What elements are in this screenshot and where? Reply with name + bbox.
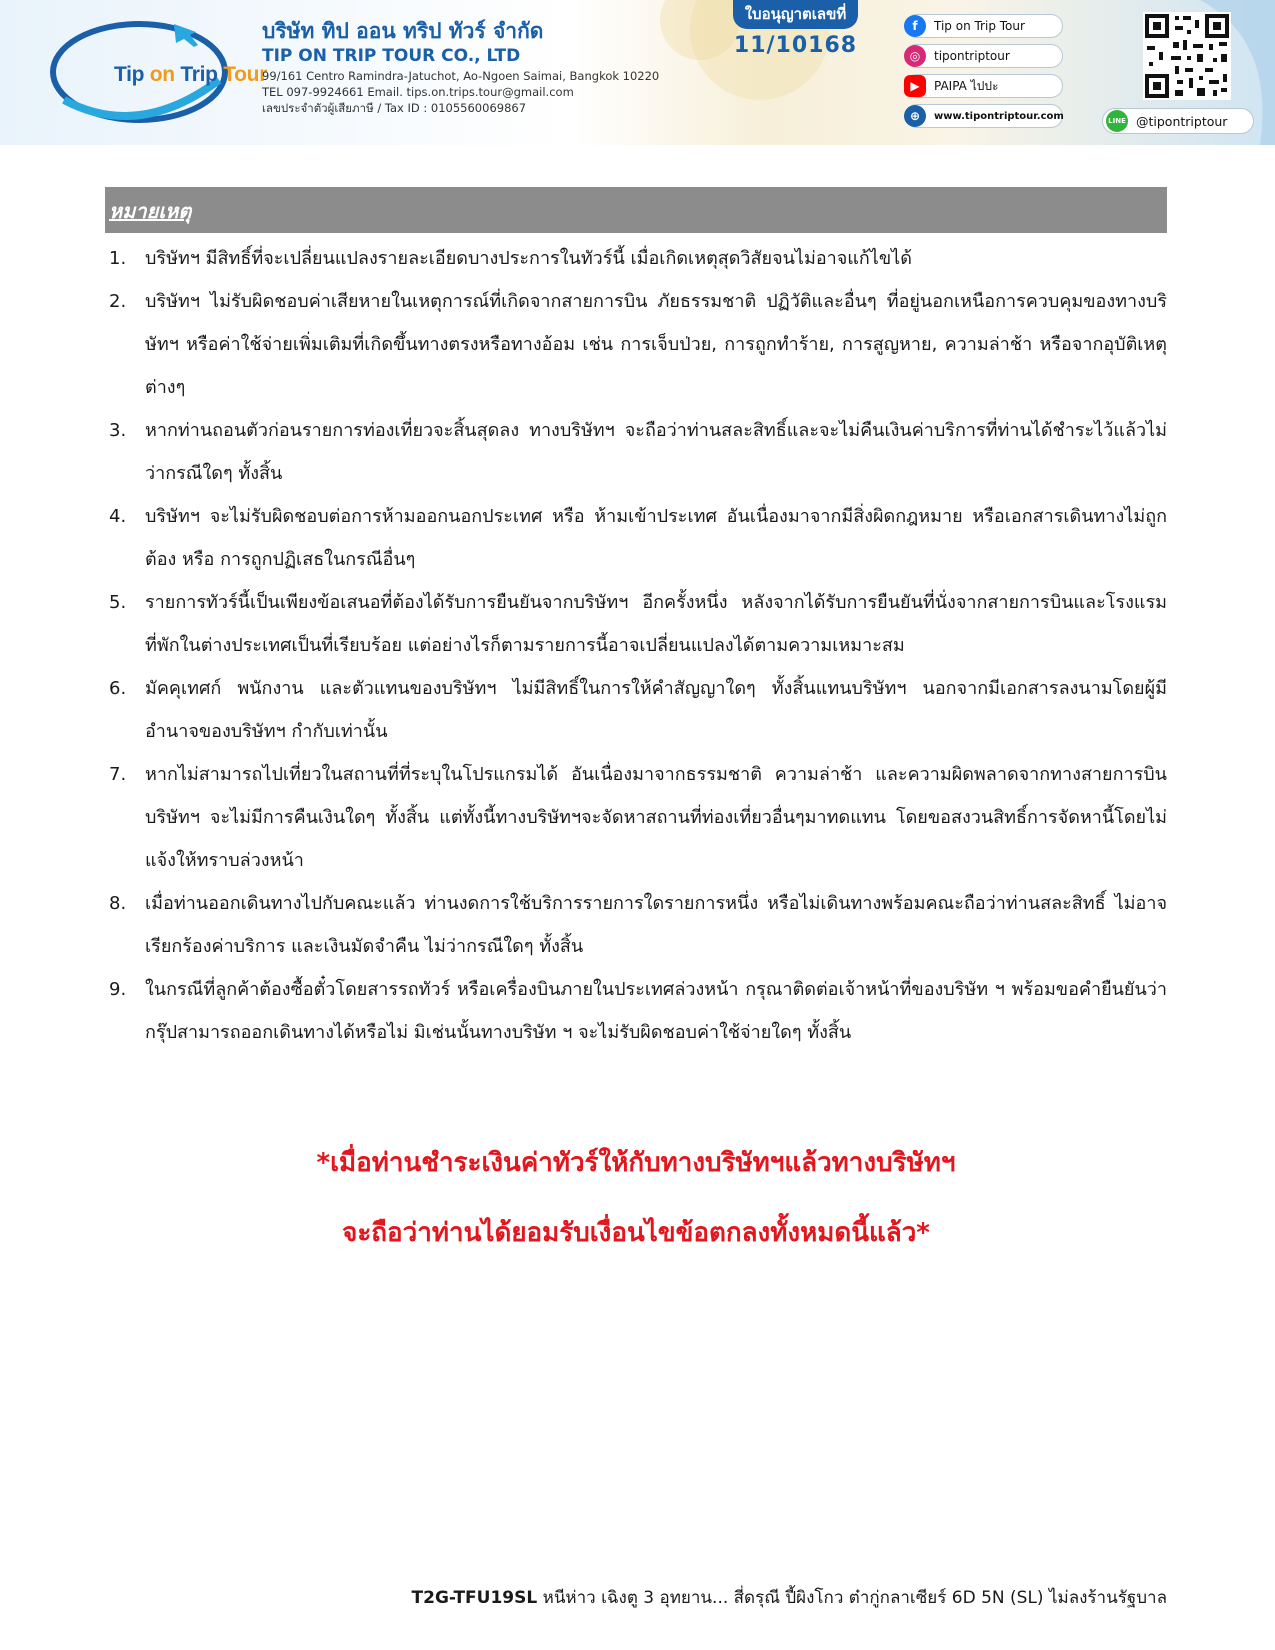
note-number: 4. xyxy=(109,506,127,527)
letterhead xyxy=(0,0,1275,145)
qr-code-icon xyxy=(1143,12,1231,100)
social-website[interactable] xyxy=(905,104,1063,128)
youtube-icon: ▶ xyxy=(904,75,926,97)
social-links xyxy=(905,14,1065,134)
company-info xyxy=(262,18,722,116)
instagram-icon: ◎ xyxy=(904,45,926,67)
closing-line-1: *เมื่อท่านชำระเงินค่าทัวร์ให้กับทางบริษัทฯแล้วทางบริษัทฯ xyxy=(316,1148,956,1178)
license-label: ใบอนุญาตเลขที่ xyxy=(733,0,859,29)
social-label: www.tipontriptour.com xyxy=(934,110,1064,122)
facebook-icon: f xyxy=(904,15,926,37)
social-line[interactable] xyxy=(1102,108,1254,134)
license-number: 11/10168 xyxy=(733,33,858,58)
note-text: ในกรณีที่ลูกค้าต้องซื้อตั๋วโดยสารรถทัวร์ หรือเครื่องบินภายในประเทศล่วงหน้า กรุณาติดต่อเจ้าหน้าที่ของบริษัท ฯ พร้อมขอคำยืนยันว่ากรุ๊ปสามารถออกเดินทางได้หรือไม่ มิเช่นนั้นทางบริษัท ฯ จะไม่รับผิดชอบค่าใช้จ่ายใดๆ ทั้งสิ้น xyxy=(145,979,1167,1043)
note-text: หากไม่สามารถไปเที่ยวในสถานที่ที่ระบุในโปรแกรมได้ อันเนื่องมาจากธรรมชาติ ความล่าช้า และความผิดพลาดจากทางสายการบิน บริษัทฯ จะไม่มีการคืนเงินใดๆ ทั้งสิ้น แต่ทั้งนี้ทางบริษัทฯจะจัดหาสถานที่ท่องเที่ยวอื่นๆมาทดแทน โดยขอสงวนสิทธิ์การจัดหานี้โดยไม่แจ้งให้ทราบล่วงหน้า xyxy=(145,764,1167,871)
notes-title: หมายเหตุ xyxy=(109,199,192,223)
social-youtube[interactable] xyxy=(905,74,1063,98)
note-text: มัคคุเทศก์ พนักงาน และตัวแทนของบริษัทฯ ไม่มีสิทธิ์ในการให้คำสัญญาใดๆ ทั้งสิ้นแทนบริษัทฯ นอกจากมีเอกสารลงนามโดยผู้มีอำนาจของบริษัทฯ กำกับเท่านั้น xyxy=(145,678,1167,742)
note-item xyxy=(105,495,1167,581)
social-instagram[interactable] xyxy=(905,44,1063,68)
page-footer xyxy=(412,1584,1167,1611)
note-number: 5. xyxy=(109,592,127,613)
social-label: PAIPA ไปปะ xyxy=(934,78,999,93)
note-number: 2. xyxy=(109,291,127,312)
social-label: tipontriptour xyxy=(934,49,1010,63)
tour-title: หนีห่าว เฉิงตู 3 อุทยาน... สี่ดรุณี ปี้ผิงโกว ต๋ากู่กลาเซียร์ 6D 5N (SL) ไม่ลงร้านรัฐบาล xyxy=(537,1588,1167,1608)
note-number: 6. xyxy=(109,678,127,699)
social-label: Tip on Trip Tour xyxy=(934,19,1025,33)
note-text: บริษัทฯ จะไม่รับผิดชอบต่อการห้ามออกนอกประเทศ หรือ ห้ามเข้าประเทศ อันเนื่องมาจากมีสิ่งผิดกฎหมาย หรือเอกสารเดินทางไม่ถูกต้อง หรือ การถูกปฏิเสธในกรณีอื่นๆ xyxy=(145,506,1167,570)
closing-line-2: จะถือว่าท่านได้ยอมรับเงื่อนไขข้อตกลงทั้งหมดนี้แล้ว* xyxy=(342,1218,930,1248)
notes-list xyxy=(105,237,1167,1054)
web-icon: ⊕ xyxy=(904,105,926,127)
note-item xyxy=(105,882,1167,968)
note-number: 9. xyxy=(109,979,127,1000)
company-logo xyxy=(44,10,268,130)
company-name-thai: บริษัท ทิป ออน ทริป ทัวร์ จำกัด xyxy=(262,19,544,43)
note-text: เมื่อท่านออกเดินทางไปกับคณะแล้ว ท่านงดการใช้บริการรายการใดรายการหนึ่ง หรือไม่เดินทางพร้อมคณะถือว่าท่านสละสิทธิ์ ไม่อาจเรียกร้องค่าบริการ และเงินมัดจำคืน ไม่ว่ากรณีใดๆ ทั้งสิ้น xyxy=(145,893,1167,957)
note-text: บริษัทฯ ไม่รับผิดชอบค่าเสียหายในเหตุการณ์ที่เกิดจากสายการบิน ภัยธรรมชาติ ปฏิวัติและอื่นๆ ที่อยู่นอกเหนือการควบคุมของทางบริษัทฯ หรือค่าใช้จ่ายเพิ่มเติมที่เกิดขึ้นทางตรงหรือทางอ้อม เช่น การเจ็บป่วย, การถูกทำร้าย, การสูญหาย, ความล่าช้า หรือจากอุบัติเหตุต่างๆ xyxy=(145,291,1167,398)
note-number: 3. xyxy=(109,420,127,441)
social-facebook[interactable] xyxy=(905,14,1063,38)
logo-wordmark: Tip on Trip Tour xyxy=(114,63,268,86)
note-text: บริษัทฯ มีสิทธิ์ที่จะเปลี่ยนแปลงรายละเอียดบางประการในทัวร์นี้ เมื่อเกิดเหตุสุดวิสัยจนไม่อาจแก้ไขได้ xyxy=(145,248,912,269)
note-text: หากท่านถอนตัวก่อนรายการท่องเที่ยวจะสิ้นสุดลง ทางบริษัทฯ จะถือว่าท่านสละสิทธิ์และจะไม่คืนเงินค่าบริการที่ท่านได้ชำระไว้แล้วไม่ว่ากรณีใดๆ ทั้งสิ้น xyxy=(145,420,1167,484)
tour-code: T2G-TFU19SL xyxy=(411,1588,538,1608)
note-item xyxy=(105,667,1167,753)
notes-section-header xyxy=(105,187,1167,233)
note-item xyxy=(105,753,1167,882)
note-item xyxy=(105,280,1167,409)
note-item xyxy=(105,581,1167,667)
note-number: 7. xyxy=(109,764,127,785)
company-contact: TEL 097-9924661 Email. tips.on.trips.tour@gmail.com xyxy=(262,85,574,99)
company-address: 99/161 Centro Ramindra-Jatuchot, Ao-Ngoen Saimai, Bangkok 10220 xyxy=(262,69,660,83)
note-item xyxy=(105,409,1167,495)
note-item xyxy=(105,968,1167,1054)
note-text: รายการทัวร์นี้เป็นเพียงข้อเสนอที่ต้องได้รับการยืนยันจากบริษัทฯ อีกครั้งหนึ่ง หลังจากได้รับการยืนยันที่นั่งจากสายการบินและโรงแรมที่พักในต่างประเทศเป็นที่เรียบร้อย แต่อย่างไรก็ตามรายการนี้อาจเปลี่ยนแปลงได้ตามความเหมาะสม xyxy=(145,592,1167,656)
company-name-english: TIP ON TRIP TOUR CO., LTD xyxy=(262,46,521,66)
closing-notice xyxy=(105,1128,1167,1268)
line-id: @tipontriptour xyxy=(1136,113,1228,129)
license-block xyxy=(708,0,883,70)
line-app-icon: LINE xyxy=(1106,110,1128,132)
note-item xyxy=(105,237,1167,280)
company-tax-id: เลขประจำตัวผู้เสียภาษี / Tax ID : 0105560069867 xyxy=(262,101,527,115)
note-number: 1. xyxy=(109,248,127,269)
note-number: 8. xyxy=(109,893,127,914)
